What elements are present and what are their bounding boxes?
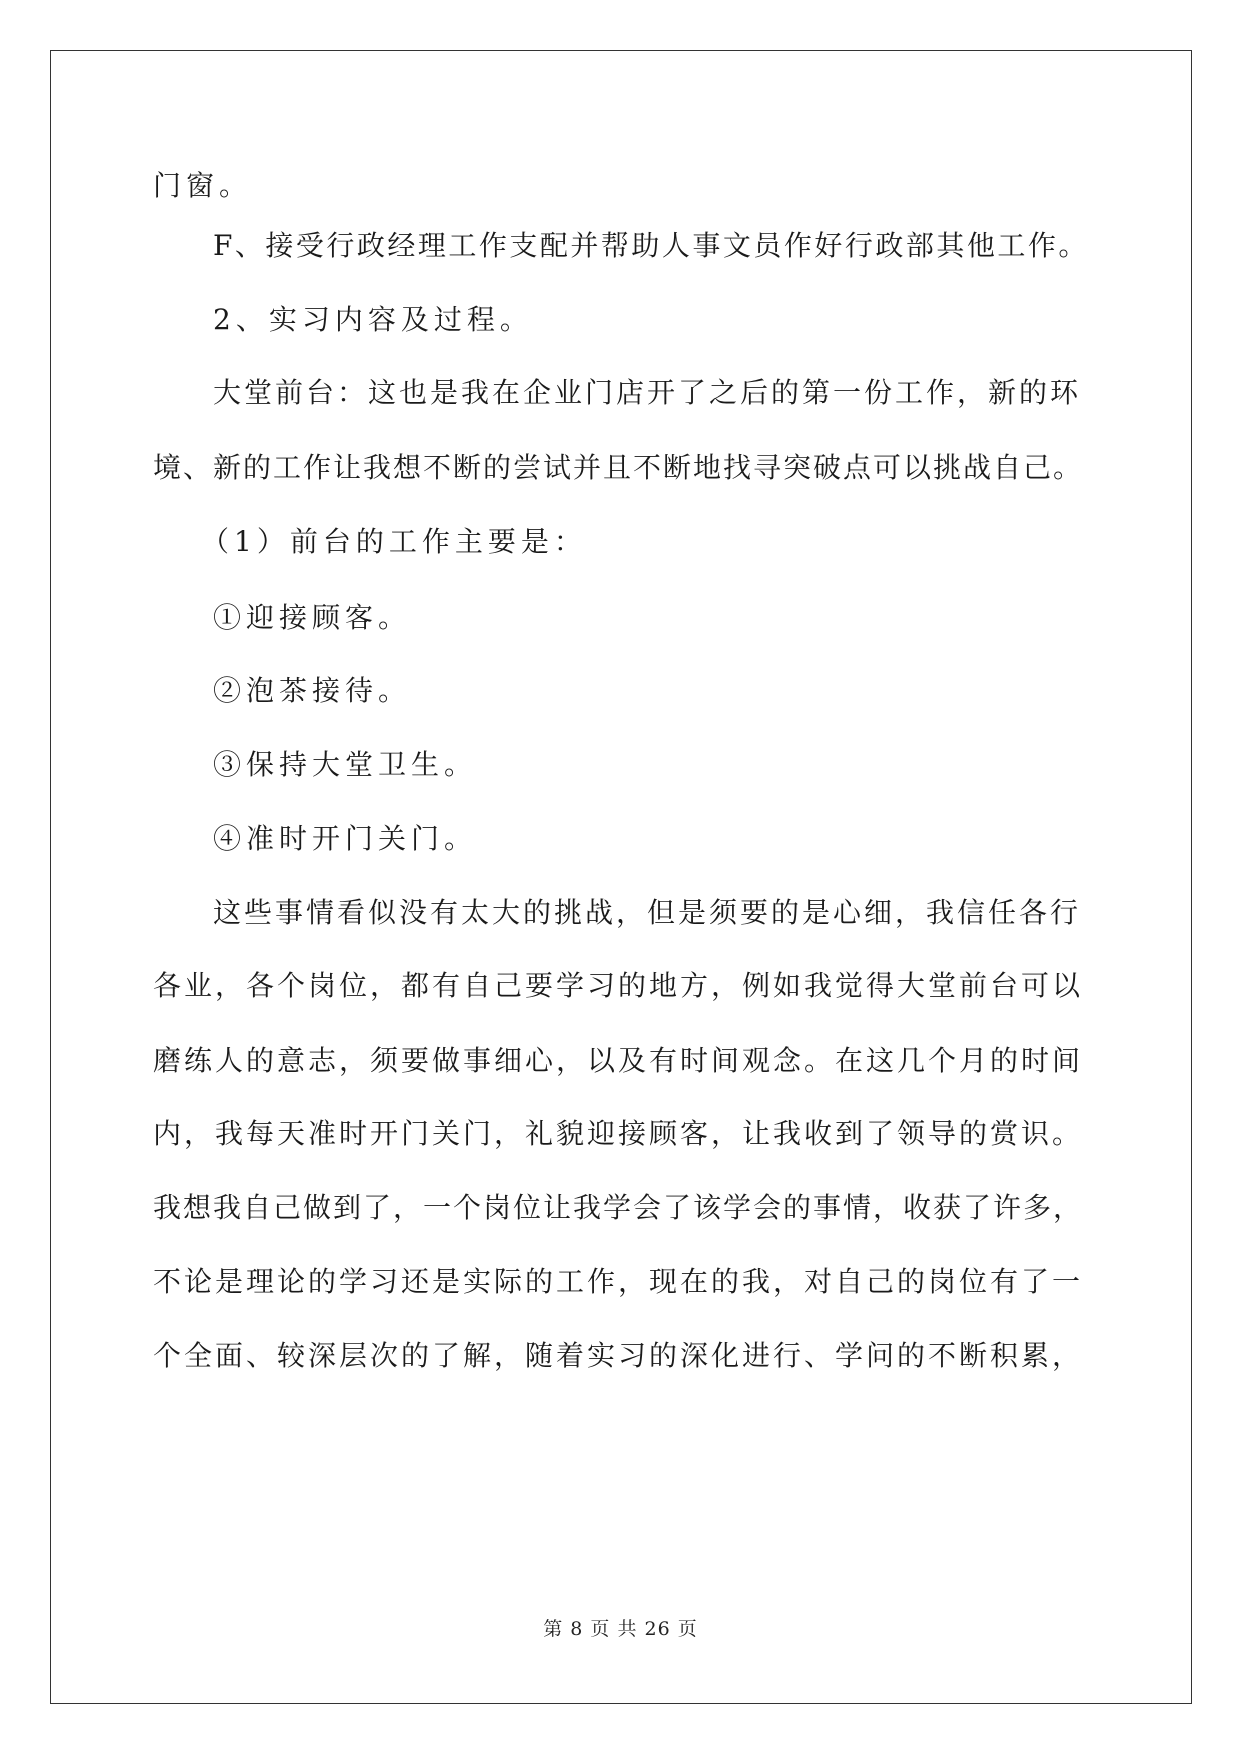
text-line: 门窗。: [153, 169, 253, 202]
text-line: 不论是理论的学习还是实际的工作，现在的我，对自己的岗位有了一: [153, 1265, 1084, 1298]
text-line: ④准时开门关门。: [213, 822, 478, 855]
text-line: 磨练人的意志，须要做事细心，以及有时间观念。在这几个月的时间: [153, 1044, 1084, 1077]
page-number: 第 8 页 共 26 页: [543, 1618, 698, 1640]
text-line: 大堂前台：这也是我在企业门店开了之后的第一份工作，新的环: [213, 376, 1082, 409]
text-line: 境、新的工作让我想不断的尝试并且不断地找寻突破点可以挑战自己。: [153, 451, 1084, 484]
page-border: [50, 50, 1192, 1704]
text-line: 2、实习内容及过程。: [213, 303, 533, 336]
text-line: ③保持大堂卫生。: [213, 748, 478, 781]
text-line: 我想我自己做到了，一个岗位让我学会了该学会的事情，收获了许多，: [153, 1191, 1084, 1224]
text-line: 个全面、较深层次的了解，随着实习的深化进行、学问的不断积累，: [153, 1339, 1084, 1372]
text-line: ①迎接顾客。: [213, 601, 412, 634]
text-line: ②泡茶接待。: [213, 674, 412, 707]
text-line: F、接受行政经理工作支配并帮助人事文员作好行政部其他工作。: [213, 229, 1089, 262]
text-line: 各业，各个岗位，都有自己要学习的地方，例如我觉得大堂前台可以: [153, 969, 1084, 1002]
text-line: （1）前台的工作主要是：: [201, 525, 587, 558]
text-line: 这些事情看似没有太大的挑战，但是须要的是心细，我信任各行: [213, 896, 1082, 929]
text-line: 内，我每天准时开门关门，礼貌迎接顾客，让我收到了领导的赏识。: [153, 1117, 1084, 1150]
